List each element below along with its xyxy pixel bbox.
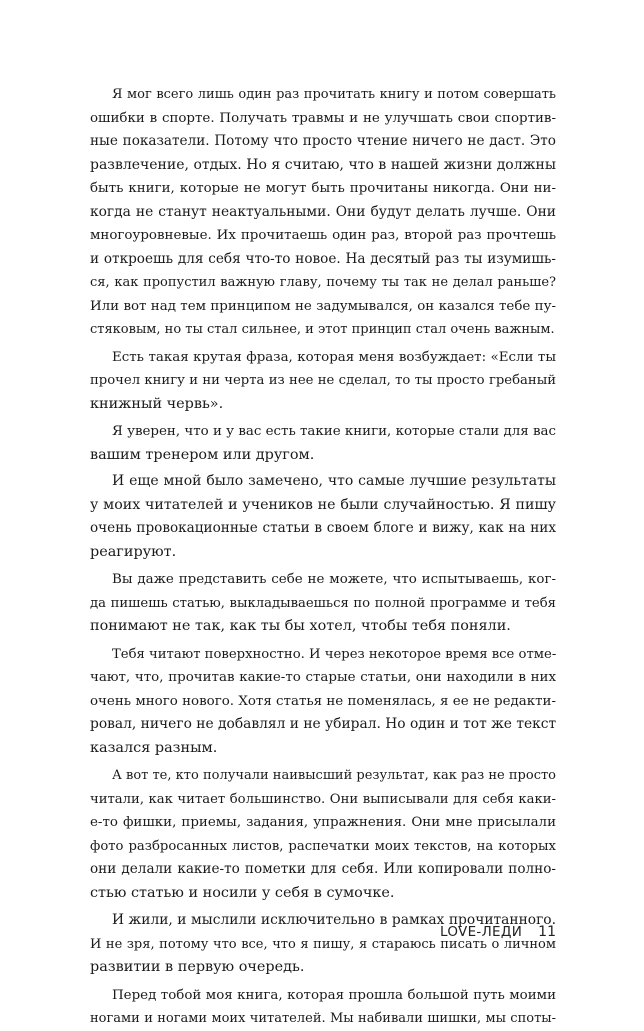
- text-line: И не зря, потому что все, что я пишу, я стараюсь писать о личном: [90, 936, 556, 952]
- text-line: книжный червь».: [90, 395, 224, 412]
- paragraph: [90, 984, 556, 1031]
- text-line: И жили, и мыслили исключительно в рамках прочитанного.: [112, 912, 556, 928]
- text-line: читали, как читает большинство. Они выписывали для себя каки-: [90, 791, 556, 807]
- text-line: Тебя читают поверхностно. И через некоторое время все отме-: [112, 646, 557, 662]
- text-line: е-то фишки, приемы, задания, упражнения. Они мне присылали: [90, 815, 556, 830]
- paragraph: [90, 764, 556, 905]
- body-text: [90, 83, 556, 1031]
- text-line: ные показатели. Потому что просто чтение ничего не даст. Это: [90, 133, 556, 149]
- paragraph: [90, 470, 556, 564]
- text-line: быть книги, которые не могут быть прочитаны никогда. Они ни-: [90, 181, 556, 196]
- text-line: когда не станут неактуальными. Они будут делать лучше. Они: [90, 203, 556, 220]
- text-line: стяковым, но ты стал сильнее, и этот принцип стал очень важным.: [90, 322, 555, 337]
- text-line: ошибки в спорте. Получать травмы и не улучшать свои спортив-: [90, 110, 556, 126]
- text-line: чают, что, прочитав какие-то старые статьи, они находили в них: [90, 670, 556, 685]
- text-line: очень много нового. Хотя статья не поменялась, я ее не редакти-: [90, 693, 556, 709]
- text-line: развлечение, отдых. Но я считаю, что в нашей жизни должны: [90, 156, 556, 173]
- text-line: ся, как пропустил важную главу, почему ты так не делал раньше?: [90, 275, 556, 290]
- text-line: ногами и ногами моих читателей. Мы набивали шишки, мы споты-: [90, 1011, 556, 1026]
- paragraph: [90, 643, 556, 761]
- text-line: казался разным.: [90, 739, 218, 756]
- paragraph: [90, 909, 556, 980]
- text-line: вашим тренером или другом.: [90, 446, 315, 463]
- text-line: Я мог всего лишь один раз прочитать книгу и потом совершать: [112, 87, 556, 102]
- text-line: да пишешь статью, выкладываешься по полной программе и тебя: [90, 595, 556, 611]
- text-line: понимают не так, как ты бы хотел, чтобы тебя поняли.: [90, 618, 511, 634]
- paragraph: [90, 346, 556, 417]
- text-line: Есть такая крутая фраза, которая меня возбуждает: «Если ты: [112, 349, 556, 365]
- text-line: прочел книгу и ни черта из нее не сделал, то ты просто гребаный: [90, 373, 556, 388]
- text-line: Вы даже представить себе не можете, что испытываешь, ког-: [112, 572, 556, 587]
- text-line: многоуровневые. Их прочитаешь один раз, второй раз прочтешь: [90, 228, 556, 243]
- text-line: фото разбросанных листов, распечатки моих текстов, на которых: [90, 838, 556, 854]
- text-line: стью статью и носили у себя в сумочке.: [90, 884, 395, 901]
- text-line: у моих читателей и учеников не были случайностью. Я пишу: [90, 496, 556, 513]
- text-line: развитии в первую очередь.: [90, 959, 305, 975]
- paragraph: [90, 568, 556, 639]
- text-line: очень провокационные статьи в своем блоге и вижу, как на них: [90, 520, 556, 536]
- text-line: ровал, ничего не добавлял и не убирал. Но один и тот же текст: [90, 716, 557, 732]
- text-line: реагируют.: [90, 543, 177, 560]
- page-footer: [440, 924, 556, 940]
- text-line: Перед тобой моя книга, которая прошла большой путь моими: [112, 987, 556, 1003]
- text-line: А вот те, кто получали наивысший результат, как раз не просто: [112, 768, 556, 783]
- text-line: они делали какие-то пометки для себя. Или копировали полно-: [90, 861, 556, 877]
- paragraph: [90, 420, 556, 467]
- text-line: Или вот над тем принципом не задумывался, он казался тебе пу-: [90, 298, 556, 314]
- running-head: LOVE-ЛЕДИ: [440, 924, 523, 940]
- text-line: И еще мной было замечено, что самые лучшие результаты: [112, 473, 556, 489]
- paragraph: [90, 83, 556, 342]
- text-line: и откроешь для себя что-то новое. На десятый раз ты изумишь-: [90, 250, 556, 267]
- text-line: Я уверен, что и у вас есть такие книги, которые стали для вас: [112, 424, 556, 439]
- page-number: 11: [538, 924, 556, 940]
